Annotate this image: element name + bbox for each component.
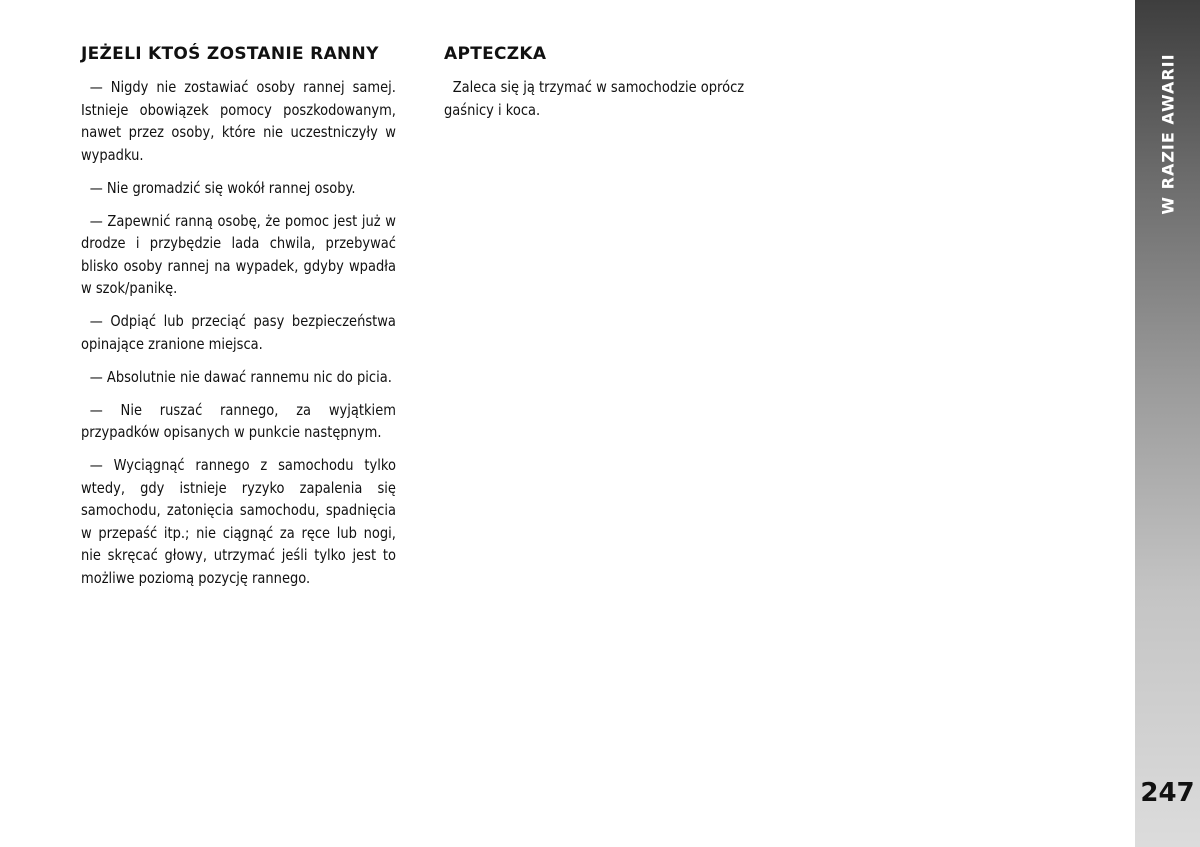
instruction-paragraph: — Odpiąć lub przeciąć pasy bezpieczeństwa opinające zranione miejsca. — [81, 312, 396, 353]
instruction-paragraph: — Nie ruszać rannego, za wyjątkiem przypadków opisanych w punkcie następnym. — [81, 400, 396, 441]
instruction-paragraph: — Absolutnie nie dawać rannemu nic do picia. — [89, 367, 392, 386]
page-number: 247 — [1140, 778, 1195, 808]
instruction-paragraph: — Zapewnić ranną osobę, że pomoc jest już w drodze i przybędzie lada chwila, przebywać blisko osoby rannej na wypadek, gdyby wpadła w szok/panikę. — [81, 211, 396, 297]
first-aid-paragraph: Zaleca się ją trzymać w samochodzie oprócz gaśnicy i koca. — [444, 78, 745, 119]
first-aid-kit-section — [444, 44, 764, 132]
instruction-paragraph: — Wyciągnąć rannego z samochodu tylko wtedy, gdy istnieje ryzyko zapalenia się samochodu, zatonięcia samochodu, spadnięcia w przepaść itp.; nie ciągnąć za ręce lub nogi, nie skręcać głowy, utrzymać jeśli tylko jest to możliwe poziomą pozycję rannego. — [81, 456, 396, 587]
section-heading-first-aid: APTECZKA — [444, 44, 547, 64]
chapter-tab-label — [1135, 46, 1200, 221]
chapter-tab-text: W RAZIE AWARII — [1158, 52, 1177, 215]
instruction-paragraph: — Nie gromadzić się wokół rannej osoby. — [89, 178, 356, 197]
section-heading-injured: JEŻELI KTOŚ ZOSTANIE RANNY — [81, 44, 379, 64]
instruction-paragraph: — Nigdy nie zostawiać osoby rannej samej. Istnieje obowiązek pomocy poszkodowanym, nawet przez osoby, które nie uczestniczyły w wypadku. — [81, 78, 396, 164]
injured-person-section — [81, 44, 396, 600]
